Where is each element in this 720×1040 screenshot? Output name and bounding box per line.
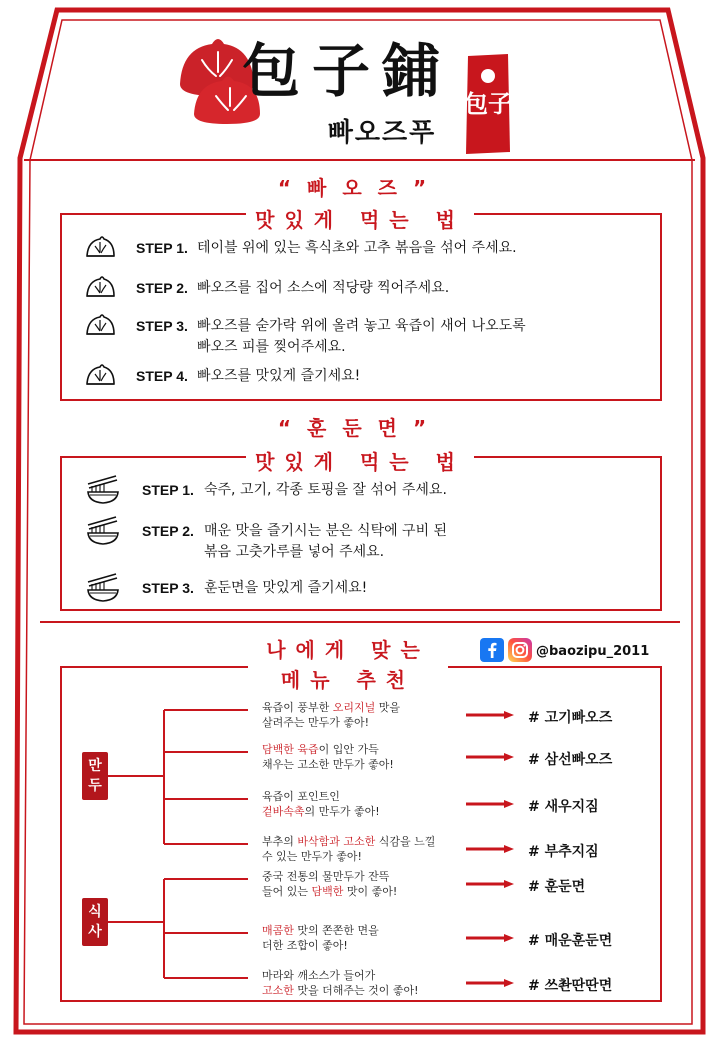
condition-line: [262, 983, 419, 998]
highlight-text: 고소한: [262, 984, 294, 997]
highlight-text: 겉바속촉: [262, 805, 305, 818]
condition-text: 살려주는 만두가 좋아!: [262, 716, 370, 729]
bun-icon: [84, 360, 116, 390]
menu-recommendation[interactable]: # 쓰촨딴딴면: [528, 978, 613, 994]
red-seal-stamp: [462, 52, 514, 156]
condition-line: [262, 789, 380, 804]
condition-line: [262, 884, 397, 899]
arrow-icon: [466, 711, 514, 719]
menu-condition: [262, 789, 380, 819]
step-text: 매운 맛을 즐기시는 분은 식탁에 구비 된: [204, 523, 448, 539]
condition-line: [262, 700, 400, 715]
menu-condition: [262, 923, 379, 953]
menu-recommendation[interactable]: # 삼선빠오즈: [528, 752, 613, 768]
highlight-text: 바삭함과 고소한: [297, 835, 376, 848]
condition-line: [262, 757, 394, 772]
bun-icon: [84, 272, 116, 302]
highlight-text: 담백한: [311, 885, 344, 898]
bun-icon: [84, 310, 116, 340]
condition-line: [262, 923, 379, 938]
condition-line: [262, 968, 419, 983]
condition-text: 부추의: [262, 835, 298, 848]
condition-text: 더한 조합이 좋아!: [262, 939, 348, 952]
step-text: 훈둔면을 맛있게 즐기세요!: [204, 580, 368, 596]
menu-condition: [262, 968, 419, 998]
condition-text: 육즙이 포인트인: [262, 790, 340, 803]
step-number: STEP 3.: [136, 318, 188, 334]
category-tag-char: 식: [88, 904, 102, 920]
arrow-icon: [466, 845, 514, 853]
bao-howto-title: 맛있게 먹는 법: [255, 208, 465, 232]
noodle-section-title: “훈둔면”: [277, 416, 443, 440]
step-number: STEP 1.: [142, 482, 194, 498]
arrow-icon: [466, 800, 514, 808]
condition-line: [262, 715, 400, 730]
recommend-title-line2: 메뉴 추천: [280, 668, 416, 692]
step-number: STEP 3.: [142, 580, 194, 596]
category-tag: [82, 898, 108, 946]
noodle-bowl-icon: [86, 572, 118, 602]
condition-text: 육즙이 풍부한: [262, 701, 333, 714]
condition-text: 들어 있는: [262, 885, 312, 898]
step-number: STEP 2.: [142, 523, 194, 539]
condition-line: [262, 742, 394, 757]
facebook-icon[interactable]: [480, 638, 504, 662]
condition-text: 의 만두가 좋아!: [304, 805, 380, 818]
condition-text: 이 입안 가득: [318, 743, 379, 756]
menu-recommendation[interactable]: # 고기빠오즈: [528, 710, 613, 726]
logo-char-1: 包: [242, 37, 301, 105]
arrow-icon: [466, 880, 514, 888]
condition-line: [262, 834, 435, 849]
condition-text: 중국 전통의 물만두가 잔뜩: [262, 870, 390, 883]
condition-text: 식감을 느낄: [375, 835, 436, 848]
condition-text: 채우는 고소한 만두가 좋아!: [262, 758, 394, 771]
condition-text: 마라와 깨소스가 들어가: [262, 969, 376, 982]
category-tag-char: 만: [88, 758, 102, 774]
step-text: 테이블 위에 있는 흑식초와 고추 볶음을 섞어 주세요.: [197, 240, 517, 256]
menu-recommendation[interactable]: # 매운훈둔면: [528, 933, 613, 949]
step-text: 숙주, 고기, 각종 토핑을 잘 섞어 주세요.: [204, 482, 447, 498]
step-text: 빠오즈 피를 찢어주세요.: [197, 339, 346, 355]
category-tag: [82, 752, 108, 800]
menu-condition: [262, 742, 394, 772]
step-number: STEP 4.: [136, 368, 188, 384]
step-number: STEP 1.: [136, 240, 188, 256]
step-text: 빠오즈를 맛있게 즐기세요!: [197, 368, 361, 384]
condition-text: 맛을: [375, 701, 401, 714]
noodle-howto-title: 맛있게 먹는 법: [255, 450, 465, 474]
step-number: STEP 2.: [136, 280, 188, 296]
category-tag-char: 두: [88, 778, 102, 794]
noodle-bowl-icon: [86, 474, 118, 504]
condition-line: [262, 938, 379, 953]
condition-text: 맛의 쫀쫀한 면을: [293, 924, 379, 937]
arrow-icon: [466, 753, 514, 761]
menu-recommendation[interactable]: # 훈둔면: [528, 879, 586, 895]
menu-condition: [262, 834, 435, 864]
arrow-icon: [466, 934, 514, 942]
highlight-text: 매콤한: [262, 924, 294, 937]
arrow-icon: [466, 979, 514, 987]
sns-handle-text[interactable]: @baozipu_2011: [536, 644, 650, 659]
condition-text: 맛을 더해주는 것이 좋아!: [293, 984, 419, 997]
menu-condition: [262, 869, 397, 899]
instagram-icon[interactable]: [508, 638, 532, 662]
menu-recommendation[interactable]: # 새우지짐: [528, 799, 599, 815]
recommend-title-line1: 나에게 맞는: [266, 638, 430, 662]
brand-korean-name: 빠오즈푸: [327, 118, 437, 148]
bao-section-title: “빠오즈”: [277, 176, 443, 200]
category-tag-char: 사: [88, 924, 102, 940]
bun-icon: [84, 232, 116, 262]
step-text: 빠오즈를 숟가락 위에 올려 놓고 육즙이 새어 나오도록: [197, 318, 526, 334]
noodle-bowl-icon: [86, 515, 118, 545]
step-text: 빠오즈를 집어 소스에 적당량 찍어주세요.: [197, 280, 450, 296]
step-text: 볶음 고춧가루를 넣어 주세요.: [204, 544, 385, 560]
condition-line: [262, 804, 380, 819]
condition-line: [262, 869, 397, 884]
seal-text-1: 包子: [464, 89, 512, 118]
logo-char-3: 鋪: [382, 37, 441, 105]
condition-line: [262, 849, 435, 864]
condition-text: 수 있는 만두가 좋아!: [262, 850, 362, 863]
menu-recommendation[interactable]: # 부추지짐: [528, 844, 599, 860]
highlight-text: 담백한 육즙: [262, 743, 319, 756]
condition-text: 맛이 좋아!: [343, 885, 398, 898]
highlight-text: 오리지널: [332, 701, 376, 714]
menu-condition: [262, 700, 400, 730]
logo-char-2: 子: [312, 37, 371, 105]
